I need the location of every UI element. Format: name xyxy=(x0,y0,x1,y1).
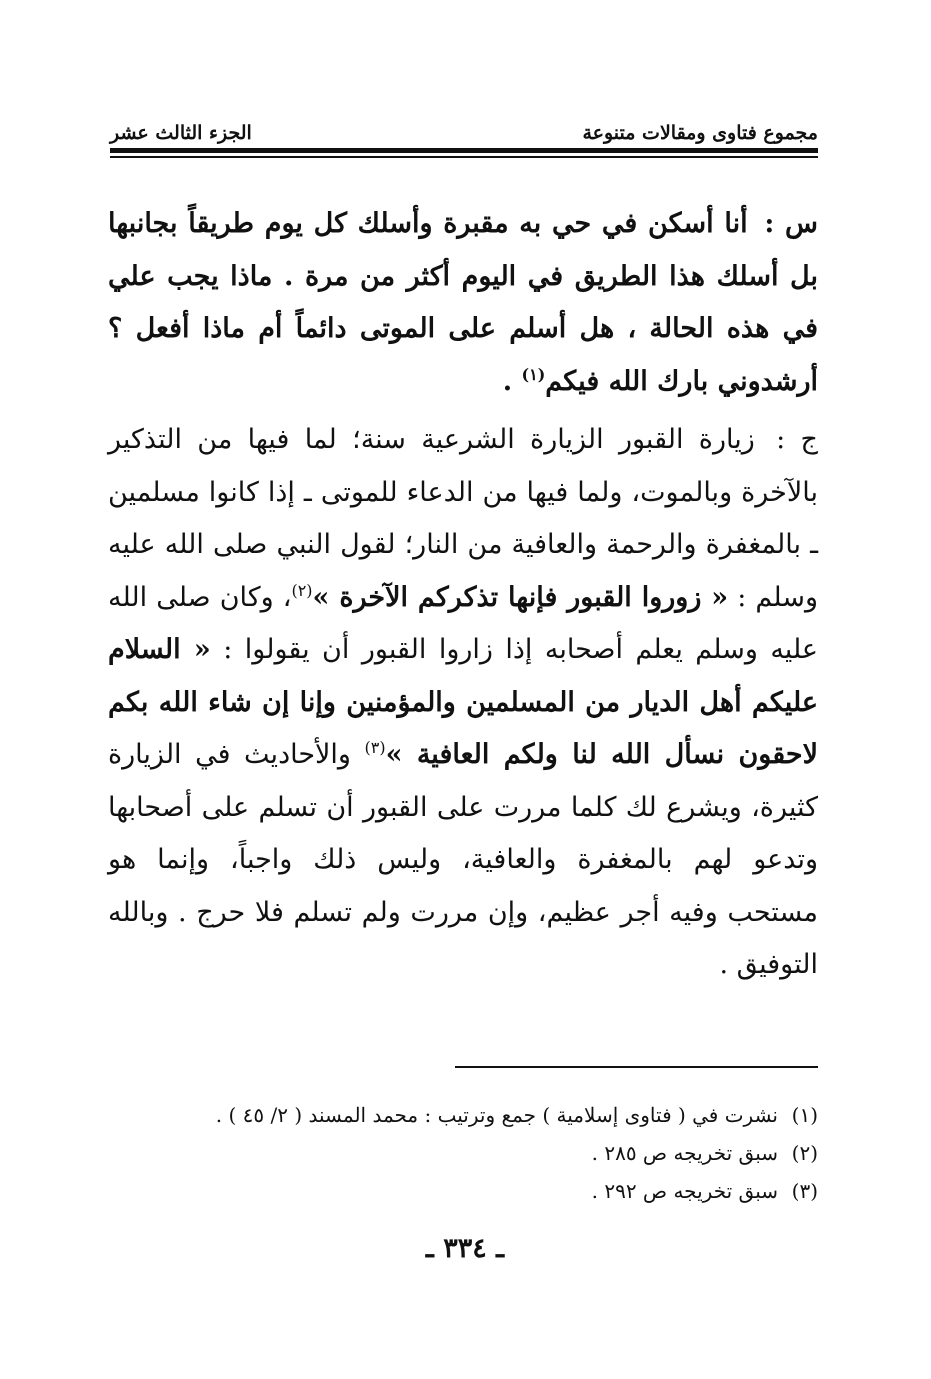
question-marker: س : xyxy=(764,208,818,239)
answer-marker: ج : xyxy=(776,424,818,455)
page-number: ـ ٣٣٤ ـ xyxy=(425,1233,505,1264)
footnote-1 xyxy=(110,1096,818,1134)
header-rule-thin xyxy=(110,156,818,158)
footnote-text: نشرت في ( فتاوى إسلامية ) جمع وترتيب : محمد المسند ( ٢/ ٤٥ ) . xyxy=(215,1103,778,1127)
question-paragraph xyxy=(108,198,818,408)
footnote-text: سبق تخريجه ص ٢٩٢ . xyxy=(591,1179,778,1203)
question-text: أنا أسكن في حي به مقبرة وأسلك كل يوم طريقاً بجانبها بل أسلك هذا الطريق في اليوم أكثر من مرة . ماذا يجب علي في هذه الحالة ، هل أسلم على الموتى دائماً أم ماذا أفعل ؟ أرشدوني بارك الله فيكم xyxy=(108,208,818,397)
footnote-separator xyxy=(455,1066,818,1068)
footnote-ref-3: (٣) xyxy=(364,738,386,757)
main-text xyxy=(108,198,818,992)
answer-text-part3: والأحاديث في الزيارة كثيرة، ويشرع لك كلما مررت على القبور أن تسلم على أصحابها وتدعو لهم بالمغفرة والعافية، وليس ذلك واجباً، وإنما هو مستحب وفيه أجر عظيم، وإن مررت ولم تسلم فلا حرج . وبالله التوفيق . xyxy=(108,739,818,980)
footnote-ref-1: (١) xyxy=(521,364,546,384)
footnotes xyxy=(110,1096,818,1210)
answer-paragraph xyxy=(108,414,818,992)
footnote-text: سبق تخريجه ص ٢٨٥ . xyxy=(591,1141,778,1165)
answer-text-part1: زيارة القبور الزيارة الشرعية سنة؛ لما فيها من التذكير بالآخرة وبالموت، ولما فيها من الدعاء للموتى ـ إذا كانوا مسلمين ـ بالمغفرة والرحمة والعافية من النار؛ لقول النبي صلى الله عليه وسلم : xyxy=(108,424,818,613)
footnote-2 xyxy=(110,1134,818,1172)
footnote-ref-2: (٢) xyxy=(291,580,313,600)
footnote-number: (١) xyxy=(791,1103,818,1127)
book-title: مجموع فتاوى ومقالات متنوعة xyxy=(582,122,818,144)
running-header xyxy=(110,112,818,144)
hadith-quote-1: « زوروا القبور فإنها تذكركم الآخرة » xyxy=(312,581,729,613)
footnote-3 xyxy=(110,1172,818,1210)
footnote-number: (٣) xyxy=(791,1179,818,1203)
question-end: . xyxy=(502,365,522,397)
answer-text-part2: ، وكان صلى الله عليه وسلم يعلم أصحابه إذا زاروا القبور أن يقولوا : xyxy=(108,581,818,665)
header-rule xyxy=(110,148,818,153)
volume-label: الجزء الثالث عشر xyxy=(110,122,252,144)
hadith-quote-2: « السلام عليكم أهل الديار من المسلمين والمؤمنين وإنا إن شاء الله بكم لاحقون نسأل الله لنا ولكم العافية » xyxy=(108,634,818,770)
footnote-number: (٢) xyxy=(791,1141,818,1165)
